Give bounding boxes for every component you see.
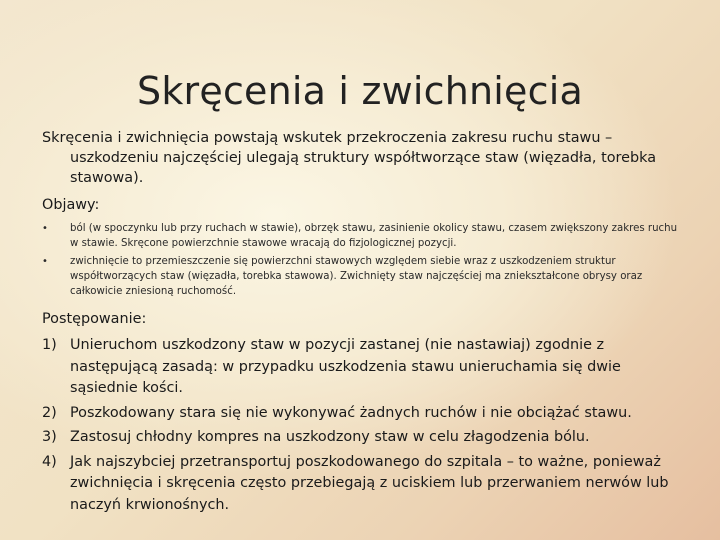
step-text: Zastosuj chłodny kompres na uszkodzony staw w celu złagodzenia bólu. bbox=[70, 429, 590, 445]
procedure-step bbox=[42, 452, 682, 517]
step-number: 3) bbox=[42, 429, 57, 445]
procedure-heading: Postępowanie: bbox=[42, 311, 147, 327]
intro-paragraph: Skręcenia i zwichnięcia powstają wskutek przekroczenia zakresu ruchu stawu – uszkodzeniu najczęściej ulegają struktury współtworzące staw (więzadła, torebka stawowa). bbox=[42, 130, 657, 186]
bullet-icon: • bbox=[42, 223, 48, 234]
procedure-step bbox=[42, 335, 682, 400]
procedure-list bbox=[42, 335, 682, 516]
slide-title: Skręcenia i zwichnięcia bbox=[137, 69, 583, 114]
symptom-text: ból (w spoczynku lub przy ruchach w stawie), obrzęk stawu, zasinienie okolicy stawu, czasem zwiększony zakres ruchu w stawie. Skręcone powierzchnie stawowe wracają do fizjologicznej pozycji. bbox=[70, 223, 678, 249]
symptom-text: zwichnięcie to przemieszczenie się powierzchni stawowych względem siebie wraz z uszkodzeniem struktur współtworzących staw (więzadła, torebka stawowa). Zwichnięty staw najczęściej ma zniekształcone obrysy oraz całkowicie zniesioną ruchomość. bbox=[70, 256, 643, 297]
symptoms-heading: Objawy: bbox=[42, 197, 100, 213]
step-number: 2) bbox=[42, 404, 57, 421]
procedure-step bbox=[42, 427, 682, 449]
bullet-icon: • bbox=[42, 256, 48, 267]
step-number: 4) bbox=[42, 453, 57, 470]
symptom-item bbox=[42, 254, 682, 299]
step-text: Jak najszybciej przetransportuj poszkodowanego do szpitala – to ważne, ponieważ zwichnięcia i skręcenia często przebiegają z uciskiem lub przerwaniem nerwów lub naczyń krwionośnych. bbox=[70, 453, 669, 513]
step-number: 1) bbox=[42, 337, 57, 353]
step-text: Unieruchom uszkodzony staw w pozycji zastanej (nie nastawiaj) zgodnie z następującą zasadą: w przypadku uszkodzenia stawu unieruchamia się dwie sąsiednie kości. bbox=[70, 337, 621, 396]
slide-content bbox=[42, 128, 682, 519]
symptom-item bbox=[42, 221, 682, 251]
procedure-step bbox=[42, 403, 682, 425]
symptoms-list bbox=[42, 221, 682, 299]
step-text: Poszkodowany stara się nie wykonywać żadnych ruchów i nie obciążać stawu. bbox=[70, 404, 632, 421]
